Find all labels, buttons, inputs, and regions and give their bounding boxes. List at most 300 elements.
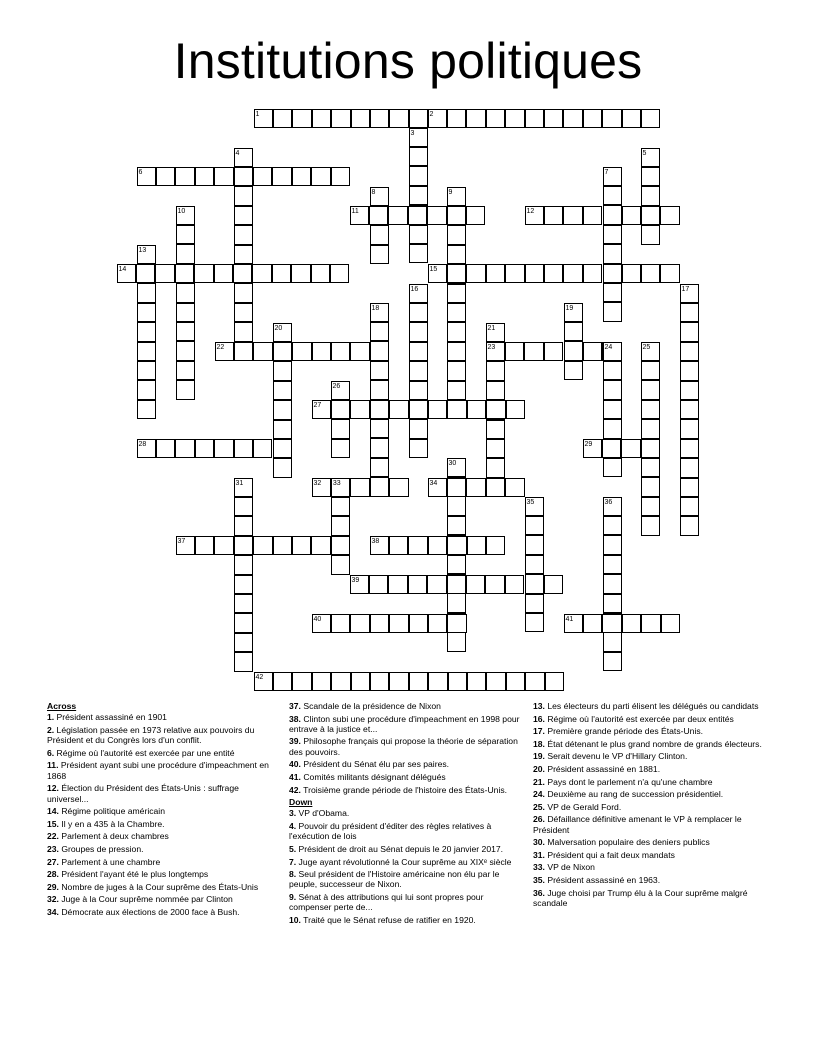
grid-cell[interactable] — [447, 206, 467, 226]
grid-cell[interactable] — [466, 575, 486, 595]
grid-cell[interactable] — [351, 109, 371, 129]
grid-cell[interactable] — [680, 439, 700, 459]
grid-cell[interactable] — [409, 147, 429, 167]
grid-cell[interactable] — [409, 128, 429, 148]
grid-cell[interactable] — [467, 672, 487, 692]
grid-cell[interactable] — [234, 652, 254, 672]
grid-cell[interactable] — [254, 109, 274, 129]
grid-cell[interactable] — [137, 303, 157, 323]
grid-cell[interactable] — [292, 672, 312, 692]
grid-cell[interactable] — [525, 574, 545, 594]
grid-cell[interactable] — [233, 264, 253, 284]
grid-cell[interactable] — [680, 381, 700, 401]
grid-cell[interactable] — [641, 419, 661, 439]
grid-cell[interactable] — [234, 555, 254, 575]
grid-cell[interactable] — [389, 536, 409, 556]
grid-cell[interactable] — [505, 478, 525, 498]
grid-cell[interactable] — [370, 303, 390, 323]
grid-cell[interactable] — [194, 264, 214, 284]
grid-cell[interactable] — [234, 225, 254, 245]
grid-cell[interactable] — [641, 342, 661, 362]
grid-cell[interactable] — [486, 420, 506, 440]
grid-cell[interactable] — [234, 322, 254, 342]
grid-cell[interactable] — [137, 380, 157, 400]
grid-cell[interactable] — [428, 536, 448, 556]
grid-cell[interactable] — [583, 264, 603, 284]
grid-cell[interactable] — [428, 264, 448, 284]
grid-cell[interactable] — [156, 167, 176, 187]
grid-cell[interactable] — [331, 419, 351, 439]
grid-cell[interactable] — [641, 439, 661, 459]
grid-cell[interactable] — [253, 167, 273, 187]
grid-cell[interactable] — [234, 575, 254, 595]
grid-cell[interactable] — [525, 264, 545, 284]
grid-cell[interactable] — [505, 342, 525, 362]
grid-cell[interactable] — [486, 323, 506, 343]
grid-cell[interactable] — [409, 400, 429, 420]
grid-cell[interactable] — [155, 264, 175, 284]
grid-cell[interactable] — [331, 167, 351, 187]
grid-cell[interactable] — [641, 148, 661, 168]
grid-cell[interactable] — [389, 478, 409, 498]
grid-cell[interactable] — [234, 478, 254, 498]
grid-cell[interactable] — [544, 575, 564, 595]
grid-cell[interactable] — [622, 109, 642, 129]
grid-cell[interactable] — [176, 341, 196, 361]
grid-cell[interactable] — [641, 225, 661, 245]
grid-cell[interactable] — [370, 187, 390, 207]
grid-cell[interactable] — [370, 109, 390, 129]
grid-cell[interactable] — [370, 438, 390, 458]
grid-cell[interactable] — [370, 458, 390, 478]
grid-cell[interactable] — [409, 342, 429, 362]
grid-cell[interactable] — [272, 167, 292, 187]
grid-cell[interactable] — [603, 342, 623, 362]
grid-cell[interactable] — [680, 342, 700, 362]
grid-cell[interactable] — [525, 555, 545, 575]
grid-cell[interactable] — [331, 672, 351, 692]
grid-cell[interactable] — [660, 206, 680, 226]
grid-cell[interactable] — [234, 148, 254, 168]
grid-cell[interactable] — [272, 264, 292, 284]
grid-cell[interactable] — [447, 381, 467, 401]
grid-cell[interactable] — [428, 400, 448, 420]
grid-cell[interactable] — [176, 225, 196, 245]
grid-cell[interactable] — [137, 283, 157, 303]
grid-cell[interactable] — [603, 205, 623, 225]
grid-cell[interactable] — [641, 516, 661, 536]
grid-cell[interactable] — [273, 361, 293, 381]
grid-cell[interactable] — [603, 497, 623, 517]
grid-cell[interactable] — [175, 167, 195, 187]
grid-cell[interactable] — [622, 206, 642, 226]
grid-cell[interactable] — [234, 342, 254, 362]
grid-cell[interactable] — [214, 167, 234, 187]
grid-cell[interactable] — [544, 206, 564, 226]
grid-cell[interactable] — [680, 516, 700, 536]
grid-cell[interactable] — [350, 478, 370, 498]
grid-cell[interactable] — [137, 167, 157, 187]
grid-cell[interactable] — [137, 439, 157, 459]
grid-cell[interactable] — [641, 109, 661, 129]
grid-cell[interactable] — [156, 439, 176, 459]
grid-cell[interactable] — [234, 206, 254, 226]
grid-cell[interactable] — [350, 614, 370, 634]
grid-cell[interactable] — [525, 594, 545, 614]
grid-cell[interactable] — [544, 264, 564, 284]
grid-cell[interactable] — [486, 381, 506, 401]
grid-cell[interactable] — [447, 225, 467, 245]
grid-cell[interactable] — [447, 264, 467, 284]
grid-cell[interactable] — [176, 206, 196, 226]
grid-cell[interactable] — [603, 555, 623, 575]
grid-cell[interactable] — [408, 575, 428, 595]
grid-cell[interactable] — [312, 109, 332, 129]
grid-cell[interactable] — [545, 672, 565, 692]
grid-cell[interactable] — [525, 206, 545, 226]
grid-cell[interactable] — [641, 206, 661, 226]
grid-cell[interactable] — [176, 361, 196, 381]
grid-cell[interactable] — [234, 536, 254, 556]
grid-cell[interactable] — [641, 477, 661, 497]
grid-cell[interactable] — [583, 614, 603, 634]
grid-cell[interactable] — [486, 458, 506, 478]
grid-cell[interactable] — [273, 439, 293, 459]
grid-cell[interactable] — [273, 672, 293, 692]
grid-cell[interactable] — [175, 264, 195, 284]
grid-cell[interactable] — [486, 264, 506, 284]
grid-cell[interactable] — [137, 245, 157, 265]
grid-cell[interactable] — [253, 439, 273, 459]
grid-cell[interactable] — [447, 109, 467, 129]
grid-cell[interactable] — [680, 322, 700, 342]
grid-cell[interactable] — [603, 283, 623, 303]
grid-cell[interactable] — [505, 264, 525, 284]
grid-cell[interactable] — [351, 672, 371, 692]
grid-cell[interactable] — [447, 614, 467, 634]
grid-cell[interactable] — [564, 303, 584, 323]
grid-cell[interactable] — [370, 419, 390, 439]
grid-cell[interactable] — [447, 496, 467, 516]
grid-cell[interactable] — [409, 303, 429, 323]
grid-cell[interactable] — [603, 225, 623, 245]
grid-cell[interactable] — [369, 575, 389, 595]
grid-cell[interactable] — [641, 380, 661, 400]
grid-cell[interactable] — [137, 361, 157, 381]
grid-cell[interactable] — [408, 536, 428, 556]
grid-cell[interactable] — [273, 400, 293, 420]
grid-cell[interactable] — [409, 419, 429, 439]
grid-cell[interactable] — [622, 264, 642, 284]
grid-cell[interactable] — [389, 400, 409, 420]
grid-cell[interactable] — [292, 109, 312, 129]
grid-cell[interactable] — [311, 167, 331, 187]
grid-cell[interactable] — [370, 614, 390, 634]
grid-cell[interactable] — [291, 264, 311, 284]
grid-cell[interactable] — [234, 594, 254, 614]
grid-cell[interactable] — [234, 245, 254, 265]
grid-cell[interactable] — [466, 264, 486, 284]
grid-cell[interactable] — [680, 284, 700, 304]
grid-cell[interactable] — [505, 575, 525, 595]
grid-cell[interactable] — [448, 672, 468, 692]
grid-cell[interactable] — [292, 342, 312, 362]
grid-cell[interactable] — [234, 167, 254, 187]
grid-cell[interactable] — [602, 614, 622, 634]
grid-cell[interactable] — [389, 109, 409, 129]
grid-cell[interactable] — [273, 323, 293, 343]
grid-cell[interactable] — [447, 593, 467, 613]
grid-cell[interactable] — [409, 186, 429, 206]
grid-cell[interactable] — [234, 497, 254, 517]
grid-cell[interactable] — [447, 516, 467, 536]
grid-cell[interactable] — [467, 400, 487, 420]
grid-cell[interactable] — [137, 322, 157, 342]
grid-cell[interactable] — [564, 361, 584, 381]
grid-cell[interactable] — [175, 439, 195, 459]
grid-cell[interactable] — [603, 186, 623, 206]
grid-cell[interactable] — [525, 672, 545, 692]
grid-cell[interactable] — [409, 322, 429, 342]
grid-cell[interactable] — [409, 381, 429, 401]
grid-cell[interactable] — [486, 342, 506, 362]
grid-cell[interactable] — [641, 497, 661, 517]
grid-cell[interactable] — [234, 613, 254, 633]
grid-cell[interactable] — [408, 206, 428, 226]
grid-cell[interactable] — [641, 264, 661, 284]
grid-cell[interactable] — [331, 478, 351, 498]
grid-cell[interactable] — [641, 167, 661, 187]
grid-cell[interactable] — [428, 109, 448, 129]
grid-cell[interactable] — [603, 632, 623, 652]
grid-cell[interactable] — [680, 361, 700, 381]
grid-cell[interactable] — [583, 439, 603, 459]
grid-cell[interactable] — [486, 672, 506, 692]
grid-cell[interactable] — [331, 439, 351, 459]
grid-cell[interactable] — [680, 303, 700, 323]
grid-cell[interactable] — [253, 342, 273, 362]
grid-cell[interactable] — [312, 400, 332, 420]
grid-cell[interactable] — [466, 478, 486, 498]
grid-cell[interactable] — [506, 400, 526, 420]
grid-cell[interactable] — [603, 419, 623, 439]
grid-cell[interactable] — [486, 536, 506, 556]
grid-cell[interactable] — [525, 109, 545, 129]
grid-cell[interactable] — [176, 380, 196, 400]
grid-cell[interactable] — [370, 536, 390, 556]
grid-cell[interactable] — [603, 594, 623, 614]
grid-cell[interactable] — [311, 264, 331, 284]
grid-cell[interactable] — [273, 458, 293, 478]
grid-cell[interactable] — [350, 342, 370, 362]
grid-cell[interactable] — [447, 245, 467, 265]
grid-cell[interactable] — [234, 516, 254, 536]
grid-cell[interactable] — [603, 380, 623, 400]
grid-cell[interactable] — [273, 342, 293, 362]
grid-cell[interactable] — [447, 575, 467, 595]
grid-cell[interactable] — [583, 206, 603, 226]
grid-cell[interactable] — [486, 478, 506, 498]
grid-cell[interactable] — [583, 342, 603, 362]
grid-cell[interactable] — [292, 536, 312, 556]
grid-cell[interactable] — [563, 264, 583, 284]
grid-cell[interactable] — [331, 536, 351, 556]
grid-cell[interactable] — [176, 536, 196, 556]
grid-cell[interactable] — [331, 614, 351, 634]
grid-cell[interactable] — [466, 206, 486, 226]
grid-cell[interactable] — [254, 672, 274, 692]
grid-cell[interactable] — [350, 400, 370, 420]
grid-cell[interactable] — [680, 497, 700, 517]
grid-cell[interactable] — [525, 516, 545, 536]
grid-cell[interactable] — [369, 206, 389, 226]
grid-cell[interactable] — [564, 341, 584, 361]
grid-cell[interactable] — [486, 439, 506, 459]
grid-cell[interactable] — [312, 614, 332, 634]
grid-cell[interactable] — [603, 167, 623, 187]
grid-cell[interactable] — [486, 109, 506, 129]
grid-cell[interactable] — [447, 342, 467, 362]
grid-cell[interactable] — [176, 322, 196, 342]
grid-cell[interactable] — [331, 381, 351, 401]
grid-cell[interactable] — [234, 633, 254, 653]
grid-cell[interactable] — [525, 613, 545, 633]
grid-cell[interactable] — [409, 361, 429, 381]
grid-cell[interactable] — [447, 478, 467, 498]
grid-cell[interactable] — [447, 536, 467, 556]
grid-cell[interactable] — [506, 672, 526, 692]
grid-cell[interactable] — [137, 342, 157, 362]
grid-cell[interactable] — [680, 400, 700, 420]
grid-cell[interactable] — [661, 614, 681, 634]
grid-cell[interactable] — [273, 536, 293, 556]
grid-cell[interactable] — [563, 109, 583, 129]
grid-cell[interactable] — [447, 284, 467, 304]
grid-cell[interactable] — [564, 614, 584, 634]
grid-cell[interactable] — [641, 361, 661, 381]
grid-cell[interactable] — [485, 575, 505, 595]
grid-cell[interactable] — [388, 206, 408, 226]
grid-cell[interactable] — [603, 535, 623, 555]
grid-cell[interactable] — [680, 419, 700, 439]
grid-cell[interactable] — [447, 400, 467, 420]
grid-cell[interactable] — [234, 186, 254, 206]
grid-cell[interactable] — [312, 478, 332, 498]
grid-cell[interactable] — [427, 206, 447, 226]
grid-cell[interactable] — [312, 342, 332, 362]
grid-cell[interactable] — [370, 380, 390, 400]
grid-cell[interactable] — [252, 264, 272, 284]
grid-cell[interactable] — [603, 264, 623, 284]
grid-cell[interactable] — [603, 458, 623, 478]
grid-cell[interactable] — [467, 536, 487, 556]
grid-cell[interactable] — [602, 439, 622, 459]
grid-cell[interactable] — [330, 264, 350, 284]
grid-cell[interactable] — [427, 575, 447, 595]
grid-cell[interactable] — [273, 420, 293, 440]
grid-cell[interactable] — [253, 536, 273, 556]
grid-cell[interactable] — [195, 439, 215, 459]
grid-cell[interactable] — [524, 342, 544, 362]
grid-cell[interactable] — [447, 322, 467, 342]
grid-cell[interactable] — [486, 361, 506, 381]
grid-cell[interactable] — [603, 244, 623, 264]
grid-cell[interactable] — [331, 555, 351, 575]
grid-cell[interactable] — [370, 245, 390, 265]
grid-cell[interactable] — [331, 516, 351, 536]
grid-cell[interactable] — [409, 109, 429, 129]
grid-cell[interactable] — [117, 264, 137, 284]
grid-cell[interactable] — [544, 342, 564, 362]
grid-cell[interactable] — [660, 264, 680, 284]
grid-cell[interactable] — [641, 458, 661, 478]
grid-cell[interactable] — [641, 400, 661, 420]
grid-cell[interactable] — [214, 536, 234, 556]
grid-cell[interactable] — [234, 439, 254, 459]
grid-cell[interactable] — [370, 225, 390, 245]
grid-cell[interactable] — [447, 632, 467, 652]
grid-cell[interactable] — [409, 439, 429, 459]
grid-cell[interactable] — [409, 672, 429, 692]
grid-cell[interactable] — [409, 284, 429, 304]
grid-cell[interactable] — [370, 341, 390, 361]
grid-cell[interactable] — [428, 478, 448, 498]
grid-cell[interactable] — [486, 400, 506, 420]
grid-cell[interactable] — [389, 614, 409, 634]
grid-cell[interactable] — [195, 536, 215, 556]
grid-cell[interactable] — [409, 244, 429, 264]
grid-cell[interactable] — [370, 672, 390, 692]
grid-cell[interactable] — [388, 575, 408, 595]
grid-cell[interactable] — [312, 672, 332, 692]
grid-cell[interactable] — [195, 167, 215, 187]
grid-cell[interactable] — [603, 361, 623, 381]
grid-cell[interactable] — [447, 361, 467, 381]
grid-cell[interactable] — [350, 206, 370, 226]
grid-cell[interactable] — [622, 614, 642, 634]
grid-cell[interactable] — [370, 477, 390, 497]
grid-cell[interactable] — [466, 109, 486, 129]
grid-cell[interactable] — [215, 342, 235, 362]
grid-cell[interactable] — [680, 478, 700, 498]
grid-cell[interactable] — [137, 400, 157, 420]
grid-cell[interactable] — [544, 109, 564, 129]
grid-cell[interactable] — [331, 342, 351, 362]
grid-cell[interactable] — [370, 361, 390, 381]
grid-cell[interactable] — [409, 614, 429, 634]
grid-cell[interactable] — [564, 322, 584, 342]
grid-cell[interactable] — [311, 536, 331, 556]
grid-cell[interactable] — [370, 400, 390, 420]
grid-cell[interactable] — [370, 322, 390, 342]
grid-cell[interactable] — [505, 109, 525, 129]
grid-cell[interactable] — [525, 535, 545, 555]
grid-cell[interactable] — [603, 400, 623, 420]
grid-cell[interactable] — [621, 439, 641, 459]
grid-cell[interactable] — [447, 187, 467, 207]
grid-cell[interactable] — [409, 225, 429, 245]
grid-cell[interactable] — [447, 458, 467, 478]
grid-cell[interactable] — [234, 283, 254, 303]
grid-cell[interactable] — [176, 303, 196, 323]
grid-cell[interactable] — [583, 109, 603, 129]
grid-cell[interactable] — [176, 283, 196, 303]
grid-cell[interactable] — [603, 652, 623, 672]
grid-cell[interactable] — [136, 264, 156, 284]
grid-cell[interactable] — [641, 186, 661, 206]
grid-cell[interactable] — [292, 167, 312, 187]
grid-cell[interactable] — [602, 109, 622, 129]
